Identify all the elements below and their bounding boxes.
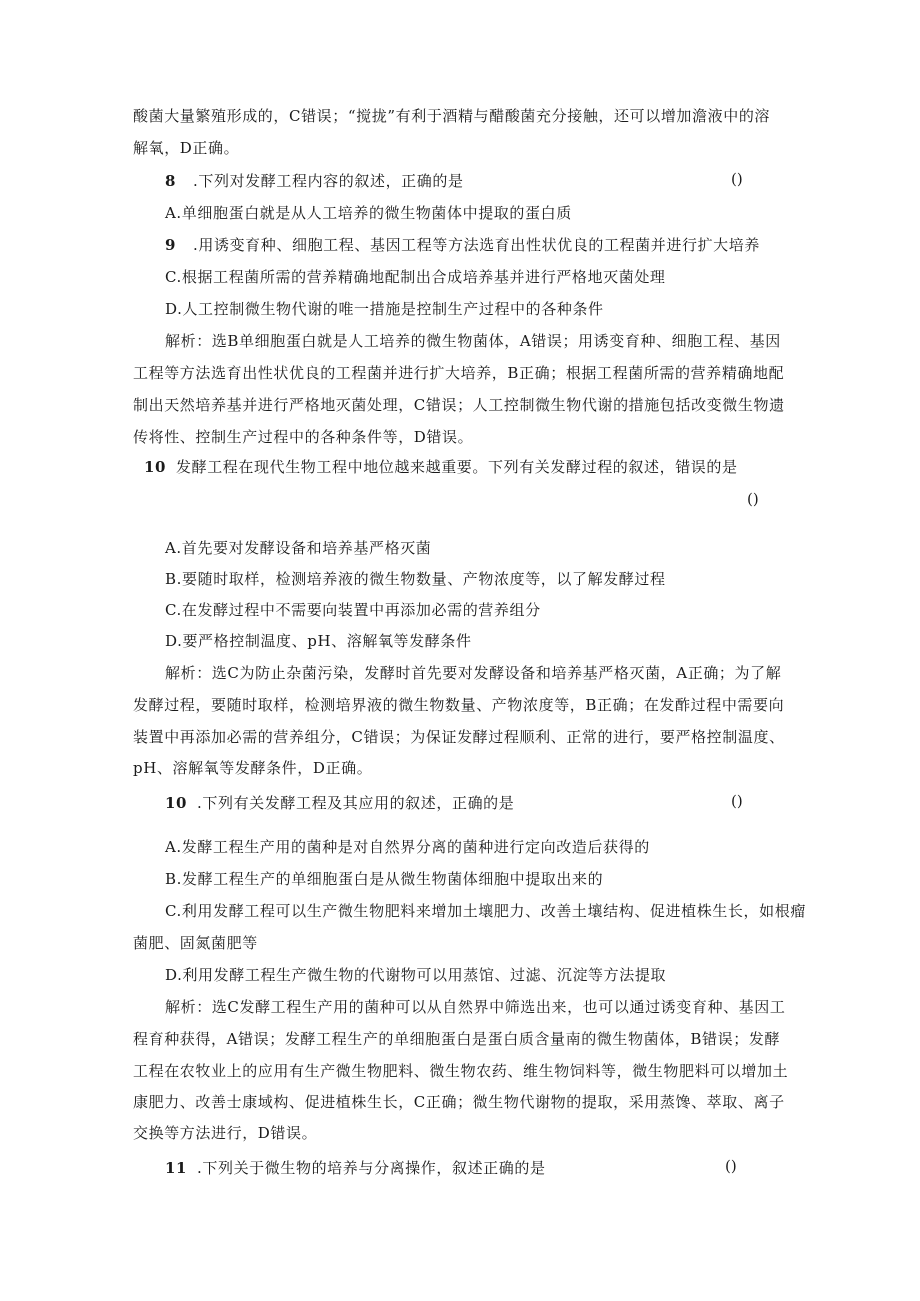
option-a: A.首先要对发酵设备和培养基严格灭菌: [165, 539, 432, 557]
option-d: D.要严格控制温度、pH、溶解氧等发酵条件: [165, 632, 472, 650]
question-stem: .用诱变育种、细胞工程、基因工程等方法选育出性状优良的工程菌并进行扩大培养: [193, 236, 760, 254]
question-11: [165, 1157, 546, 1178]
question-number: 10: [144, 458, 167, 476]
answer-blank: (): [725, 1157, 737, 1175]
explanation-line: 工程等方法选育出性状优良的工程菌并进行扩大培养，B正确；根据工程菌所需的营养精确地配: [133, 364, 785, 382]
option-c: C.在发酵过程中不需要向装置中再添加必需的营养组分: [165, 601, 541, 619]
question-8: [165, 170, 464, 191]
option-a: A.发酵工程生产用的菌种是对自然界分离的菌种进行定向改造后获得的: [165, 838, 650, 856]
explanation-line: 解析：选C发酵工程生产用的菌种可以从自然界中筛选出来，也可以通过诱变育种、基因工: [165, 998, 786, 1016]
explanation-line: 发酵过程，要随时取样，检测培界液的微生物数量、产物浓度等，B正确；在发酢过程中需要向: [133, 696, 785, 714]
explanation-line: 装置中再添加必需的营养组分，C错误；为保证发酵过程顺利、正常的进行，要严格控制温度、: [133, 728, 785, 746]
answer-blank: (): [747, 490, 759, 508]
option-c: C.根据工程菌所需的营养精确地配制出合成培养基并进行严格地灭菌处理: [165, 268, 666, 286]
text-line: 酸菌大量繁殖形成的，C错误；“搅拢”有利于酒精与醋酸菌充分接触，还可以增加澹液中的溶: [133, 107, 771, 125]
explanation-line: 程育种获得，A错误；发酵工程生产的单细胞蛋白是蛋白质含量南的微生物菌体，B错误；发酵: [133, 1030, 781, 1048]
question-stem: 发酵工程在现代生物工程中地位越来越重要。下列有关发酵过程的叙述，错误的是: [176, 458, 738, 476]
question-number: 11: [165, 1159, 188, 1177]
question-number: 9: [165, 236, 177, 254]
option-b: B.要随时取样，检测培养液的微生物数量、产物浓度等，以了解发酵过程: [165, 570, 666, 588]
question-10-a: [144, 456, 738, 477]
option-b: B.发酵工程生产的单细胞蛋白是从微生物菌体细胞中提取出来的: [165, 870, 604, 888]
question-9: [165, 234, 760, 255]
explanation-line: 解析：选C为防止杂菌污染，发酵时首先要对发酵设备和培养基严格灭菌，A正确；为了解: [165, 664, 782, 682]
option-d: D.人工控制微生物代谢的唯一措施是控制生产过程中的各种条件: [165, 300, 604, 318]
option-d: D.利用发酵工程生产微生物的代谢物可以用蒸馆、过滤、沉淀等方法提取: [165, 966, 667, 984]
option-a: A.单细胞蛋白就是从人工培养的微生物菌体中提取的蛋白质: [165, 204, 572, 222]
option-c: C.利用发酵工程可以生产微生物肥料来增加土壤肥力、改善土壤结构、促进植株生长，如根瘤: [165, 902, 806, 920]
explanation-line: 工程在农牧业上的应用有生产微生物肥料、微生物农药、维生物饲料等，微生物肥料可以增加土: [133, 1062, 789, 1080]
explanation-line: 制出天然培养基并进行严格地灭菌处理，C错误；人工控制微生物代谢的措施包括改变微生物遗: [133, 396, 785, 414]
explanation-line: 交换等方法进行，D错误。: [133, 1124, 318, 1142]
question-10-b: [165, 792, 514, 813]
option-c-continued: 菌肥、固氮菌肥等: [133, 934, 258, 952]
explanation-line: 传将性、控制生产过程中的各种条件等，D错误。: [133, 428, 474, 446]
question-number: 10: [165, 794, 188, 812]
explanation-line: 康肥力、改善士康域构、促进植株生长，C正确；微生物代谢物的提取，采用蒸馋、萃取、离子: [133, 1093, 785, 1111]
question-stem: .下列有关发酵工程及其应用的叙述，正确的是: [197, 794, 515, 812]
answer-blank: (): [731, 792, 743, 810]
question-stem: .下列关于微生物的培养与分离操作，叙述正确的是: [197, 1159, 546, 1177]
explanation-line: 解析：选B单细胞蛋白就是人工培养的微生物菌体，A错误；用诱变育种、细胞工程、基因: [165, 332, 781, 350]
answer-blank: (): [731, 170, 743, 188]
text-line: 解氧，D正确。: [133, 139, 240, 157]
question-stem: .下列对发酵工程内容的叙述，正确的是: [193, 172, 464, 190]
explanation-line: pH、溶解氧等发酵条件，D正确。: [133, 759, 373, 777]
question-number: 8: [165, 172, 177, 190]
